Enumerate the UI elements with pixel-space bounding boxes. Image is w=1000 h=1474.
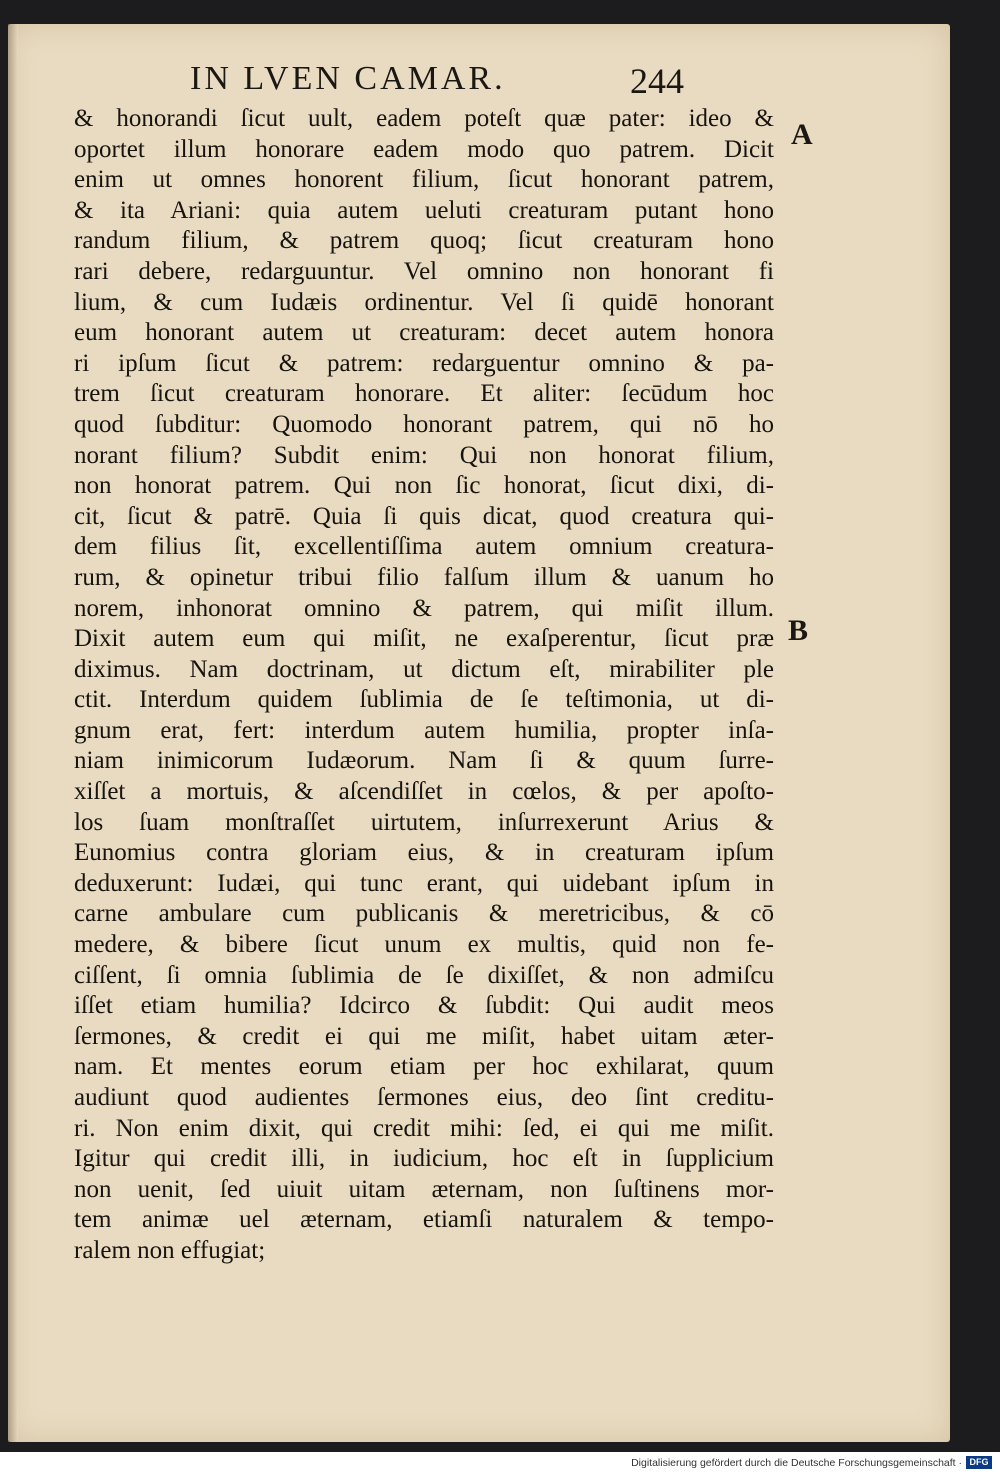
digitization-footer [0,1452,1000,1474]
text-line: carne ambulare cum publicanis & meretricibus, & cō [74,900,774,928]
text-line: eum honorant autem ut creaturam: decet autem honora [74,319,774,347]
text-line: rum, & opinetur tribui filio falſum illum & uanum ho [74,563,774,591]
page-header [190,60,750,110]
text-line: ſermones, & credit ei qui me miſit, habet uitam æter- [74,1022,774,1050]
text-line: xiſſet a mortuis, & aſcendiſſet in cœlos, & per apoſto- [74,778,774,806]
text-line: ri ipſum ſicut & patrem: redarguentur omnino & pa- [74,349,774,377]
text-line: niam inimicorum Iudæorum. Nam ſi & quum ſurre- [74,747,774,775]
text-line: los ſuam monſtraſſet uirtutem, inſurrexerunt Arius & [74,808,774,836]
text-line: ralem non effugiat; [74,1236,266,1264]
text-line: cit, ſicut & patrē. Quia ſi quis dicat, quod creatura qui- [74,502,774,530]
text-line: medere, & bibere ſicut unum ex multis, quid non fe- [74,931,774,959]
text-line: diximus. Nam doctrinam, ut dictum eſt, mirabiliter ple [74,655,774,683]
text-line: non uenit, ſed uiuit uitam æternam, non ſuſtinens mor- [74,1175,774,1203]
text-line: nam. Et mentes eorum etiam per hoc exhilarat, quum [74,1053,774,1081]
paper-page [8,24,950,1442]
text-line: tem animæ uel æternam, etiamſi naturalem & tempo- [74,1206,774,1234]
text-line: deduxerunt: Iudæi, qui tunc erant, qui uidebant ipſum in [74,869,774,897]
text-line: norant filium? Subdit enim: Qui non honorat filium, [74,441,774,469]
body-text [74,104,774,1267]
text-line: ciſſent, ſi omnia ſublimia de ſe dixiſſet, & non admiſcu [74,961,774,989]
text-line: trem ſicut creaturam honorare. Et aliter: ſecūdum hoc [74,380,774,408]
text-line: randum filium, & patrem quoq; ſicut creaturam hono [74,227,774,255]
text-line: iſſet etiam humilia? Idcirco & ſubdit: Qui audit meos [74,992,774,1020]
margin-note-b: B [788,614,809,647]
text-line: non honorat patrem. Qui non ſic honorat, ſicut dixi, di- [74,472,774,500]
dfg-logo: DFG [966,1456,992,1469]
text-line: oportet illum honorare eadem modo quo patrem. Dicit [74,135,774,163]
text-line: audiunt quod audientes ſermones eius, deo ſint creditu- [74,1084,774,1111]
text-line: lium, & cum Iudæis ordinentur. Vel ſi quidē honorant [74,288,774,316]
funding-credit: Digitalisierung gefördert durch die Deutsche Forschungsgemeinschaft · [631,1457,962,1469]
text-line: & honorandi ſicut uult, eadem poteſt quæ pater: ideo & [74,105,774,132]
text-line: ctit. Interdum quidem ſublimia de ſe teſtimonia, ut di- [74,686,774,714]
text-line: quod ſubditur: Quomodo honorant patrem, qui nō ho [74,410,774,438]
margin-note-a: A [791,118,813,151]
running-head: IN LVEN CAMAR. [190,60,506,97]
text-line: ri. Non enim dixit, qui credit mihi: ſed, ei qui me miſit. [74,1114,774,1142]
text-line: norem, inhonorat omnino & patrem, qui miſit illum. [74,594,774,622]
text-line: dem filius ſit, excellentiſſima autem omnium creatura- [74,533,774,561]
text-line: Igitur qui credit illi, in iudicium, hoc eſt in ſupplicium [74,1145,774,1173]
text-line: rari debere, redarguuntur. Vel omnino non honorant fi [74,257,774,285]
text-line: Dixit autem eum qui miſit, ne exaſperentur, ſicut præ [74,625,774,653]
text-line: & ita Ariani: quia autem ueluti creaturam putant hono [74,196,774,224]
text-line: gnum erat, fert: interdum autem humilia, propter inſa- [74,716,774,744]
text-line: Eunomius contra gloriam eius, & in creaturam ipſum [74,839,774,867]
page-number: 244 [630,61,684,101]
page-binding-shadow [8,24,18,1442]
text-line: enim ut omnes honorent filium, ſicut honorant patrem, [74,166,774,194]
